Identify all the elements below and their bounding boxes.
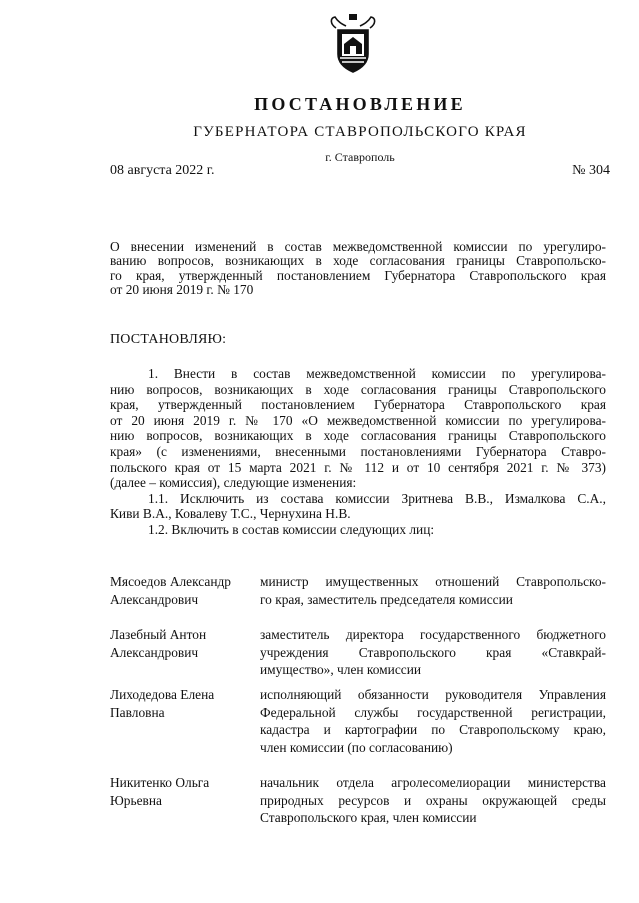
document-subject bbox=[110, 240, 606, 298]
member-role-line: учреждения Ставропольского края «Ставкрай- bbox=[260, 644, 606, 660]
member-name-line: Александрович bbox=[110, 591, 199, 607]
member-name-line: Лазебный Антон bbox=[110, 627, 207, 642]
body-line: края, утвержденный постановлением Губернатора Ставропольского края bbox=[110, 397, 606, 413]
body-line: от 20 июня 2019 г. № 170 «О межведомственной комиссии по урегулирова- bbox=[110, 412, 606, 428]
member-role-line: Ставропольского края, член комиссии bbox=[260, 810, 477, 825]
body-line: Киви В.А., Ковалеву Т.С., Чернухина Н.В. bbox=[110, 506, 351, 522]
member-role-line: заместитель директора государственного бюджетного bbox=[260, 627, 606, 642]
member-name bbox=[110, 686, 260, 721]
member-row bbox=[110, 573, 606, 626]
member-row bbox=[110, 686, 606, 774]
member-role bbox=[260, 626, 606, 679]
subject-line: ванию вопросов, возникающих в ходе согласования границы Ставропольско- bbox=[110, 253, 606, 269]
document-body bbox=[110, 366, 606, 538]
member-name-line: Павловна bbox=[110, 704, 165, 720]
body-line: 1. Внести в состав межведомственной комиссии по урегулирова- bbox=[148, 366, 606, 381]
member-name bbox=[110, 626, 260, 661]
body-line: польского края от 15 марта 2021 г. № 112 и от 10 сентября 2021 г. № 373) bbox=[110, 459, 606, 475]
document-subtitle: ГУБЕРНАТОРА СТАВРОПОЛЬСКОГО КРАЯ bbox=[193, 124, 527, 140]
document-title: ПОСТАНОВЛЕНИЕ bbox=[254, 94, 466, 114]
coat-of-arms-icon bbox=[328, 14, 378, 76]
member-name-line: Лиходедова Елена bbox=[110, 687, 215, 702]
city-label: г. Ставрополь bbox=[325, 150, 395, 164]
document-date: 08 августа 2022 г. bbox=[110, 163, 215, 178]
body-line: 1.2. Включить в состав комиссии следующих лиц: bbox=[148, 521, 435, 537]
member-role-line: природных ресурсов и охраны окружающей среды bbox=[260, 792, 606, 808]
member-name bbox=[110, 573, 260, 608]
subject-line: от 20 июня 2019 г. № 170 bbox=[110, 282, 254, 298]
member-name-line: Юрьевна bbox=[110, 792, 162, 808]
member-role bbox=[260, 686, 606, 756]
body-line: нию вопросов, возникающих в ходе согласования границы Ставропольского bbox=[110, 428, 606, 444]
member-name-line: Никитенко Ольга bbox=[110, 775, 210, 790]
subject-line: О внесении изменений в состав межведомственной комиссии по урегулиро- bbox=[110, 239, 606, 254]
subject-line: го края, утвержденный постановлением Губернатора Ставропольского края bbox=[110, 267, 606, 283]
member-role bbox=[260, 774, 606, 827]
decree-word: ПОСТАНОВЛЯЮ: bbox=[110, 332, 227, 347]
member-role-line: Федеральной службы государственной регистрации, bbox=[260, 704, 606, 720]
member-role-line: го края, заместитель председателя комиссии bbox=[260, 591, 513, 607]
member-row bbox=[110, 774, 606, 834]
member-role-line: министр имущественных отношений Ставропольско- bbox=[260, 574, 606, 589]
member-role-line: исполняющий обязанности руководителя Управления bbox=[260, 687, 606, 702]
member-role-line: начальник отдела агролесомелиорации министерства bbox=[260, 775, 606, 790]
member-role-line: кадастра и картографии по Ставропольскому краю, bbox=[260, 722, 606, 737]
member-role bbox=[260, 573, 606, 608]
document-number: № 304 bbox=[572, 163, 610, 178]
body-line: нию вопросов, возникающих в ходе согласования границы Ставропольского bbox=[110, 381, 606, 397]
body-line: 1.1. Исключить из состава комиссии Зритнева В.В., Измалкова С.А., bbox=[148, 490, 606, 506]
body-line: (далее – комиссия), следующие изменения: bbox=[110, 475, 357, 491]
member-name bbox=[110, 774, 260, 809]
body-line: края» (с изменениями, внесенными постановлениями Губернатора Ставро- bbox=[110, 443, 606, 459]
member-row bbox=[110, 626, 606, 686]
members-list bbox=[110, 573, 606, 834]
member-name-line: Александрович bbox=[110, 644, 199, 660]
member-role-line: имущество», член комиссии bbox=[260, 662, 422, 677]
member-role-line: член комиссии (по согласованию) bbox=[260, 739, 453, 755]
member-name-line: Мясоедов Александр bbox=[110, 574, 232, 589]
